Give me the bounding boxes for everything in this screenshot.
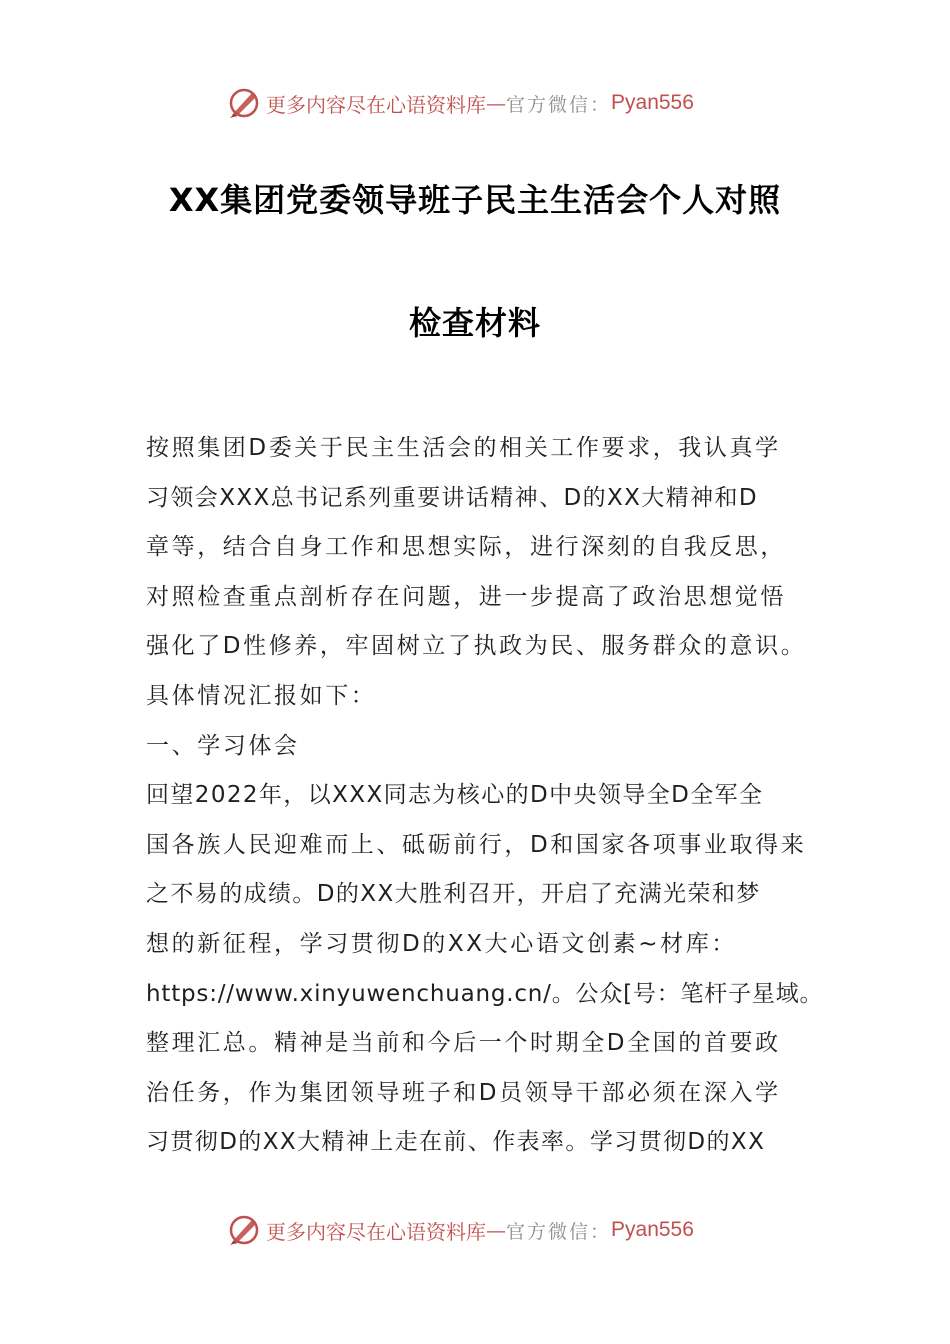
top-watermark-banner [226, 83, 694, 123]
document-title-line-1: XX集团党委领导班子民主生活会个人对照 [168, 181, 782, 219]
body-line: 习领会XXX总书记系列重要讲话精神、D的XX大精神和D [146, 484, 759, 511]
watermark-text: 更多内容尽在心语资料库 [266, 92, 486, 117]
body-line-url: https://www.xinyuwenchuang.cn/。公众[号：笔杆子星域。 [146, 980, 824, 1007]
watermark-label: 官方微信： [506, 1220, 612, 1243]
watermark-label: 官方微信： [506, 93, 612, 116]
body-line: 国各族人民迎难而上、砥砺前行，D和国家各项事业取得来 [146, 831, 807, 858]
body-line: 想的新征程，学习贯彻D的XX大心语文创素~材库： [146, 930, 737, 957]
body-line: 按照集团D委关于民主生活会的相关工作要求，我认真学 [146, 435, 781, 461]
body-line: 治任务，作为集团领导班子和D员领导干部必须在深入学 [146, 1079, 781, 1106]
body-line: 之不易的成绩。D的XX大胜利召开，开启了充满光荣和梦 [146, 881, 761, 908]
watermark-separator: — [486, 1218, 506, 1242]
document-title-line-2: 检查材料 [408, 304, 541, 342]
watermark-separator: — [486, 91, 506, 115]
pen-logo-icon [226, 85, 262, 121]
bottom-watermark-banner [226, 1210, 694, 1250]
watermark-account: Pyan556 [611, 1218, 694, 1241]
watermark-text: 更多内容尽在心语资料库 [266, 1219, 486, 1244]
body-line: 强化了D性修养，牢固树立了执政为民、服务群众的意识。 [146, 633, 807, 660]
watermark-account: Pyan556 [611, 91, 694, 114]
body-line: 对照检查重点剖析存在问题，进一步提高了政治思想觉悟 [146, 583, 786, 610]
body-line: 章等，结合自身工作和思想实际，进行深刻的自我反思， [146, 534, 786, 561]
body-line: 具体情况汇报如下： [146, 682, 377, 709]
body-line: 整理汇总。精神是当前和今后一个时期全D全国的首要政 [146, 1030, 781, 1057]
body-line: 回望2022年，以XXX同志为核心的D中央领导全D全军全 [146, 782, 764, 809]
section-heading: 一、学习体会 [146, 732, 300, 759]
document-body [146, 424, 826, 1168]
pen-logo-icon [226, 1212, 262, 1248]
body-line: 习贯彻D的XX大精神上走在前、作表率。学习贯彻D的XX [146, 1129, 766, 1156]
